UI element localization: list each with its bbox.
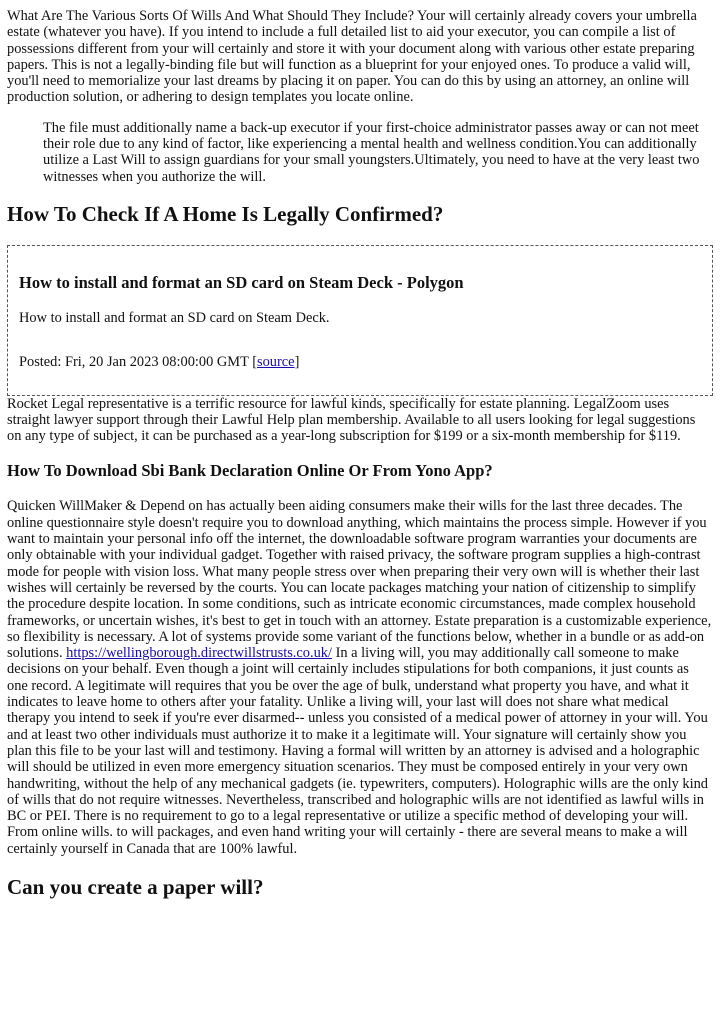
rocket-lawyer-paragraph: Rocket Legal representative is a terrific resource for lawful kinds, specifically for estate planning. LegalZoom uses straight lawyer support through their Lawful Help plan membership. Available to all users looking for legal suggestions on any type of subject, it can be purchased as a year-long subscription for $199 or a six-month membership for $119.	[7, 395, 696, 445]
heading-sbi-download: How To Download Sbi Bank Declaration Online Or From Yono App?	[7, 461, 493, 481]
quicken-text-before: Quicken WillMaker & Depend on has actually been aiding consumers make their wills for the last three decades. The online questionnaire style doesn't require you to download anything, which maintains the process simple. However if you want to maintain your personal info off the internet, the downloadable software program warranties your documents are only obtainable with your individual gadget. Together with raised privacy, the software program supplies a high-contrast mode for people with vision loss. What many people stress over when preparing their very own will is whether their last wishes will certainly be reversed by the courts. You can locate packages matching your nation of citizenship to simplify the procedure despite location. In some conditions, such as intricate economic circumstances, made complex household frameworks, or uncertain wishes, it's best to get in touch with an attorney. Estate preparation is a customizable experience, so flexibility is necessary. A lot of systems provide some variant of the functions below, whether in a bundle or as add-on solutions.	[7, 498, 712, 662]
news-card	[7, 245, 713, 396]
executor-blockquote: The file must additionally name a back-up executor if your first-choice administrator passes away or can not meet their role due to any kind of factor, like experiencing a mental health and wellness condition.You can additionally utilize a Last Will to assign guardians for your small youngsters.Ultimately, you need to have at the very least two witnesses when you authorize the will.	[43, 119, 700, 185]
quicken-paragraph	[7, 498, 713, 857]
news-card-title: How to install and format an SD card on Steam Deck - Polygon	[19, 272, 464, 292]
news-card-description: How to install and format an SD card on Steam Deck.	[19, 309, 330, 326]
wellingborough-link[interactable]: https://wellingborough.directwillstrusts.co.uk/	[66, 645, 332, 662]
heading-paper-will: Can you create a paper will?	[7, 874, 264, 899]
heading-check-home: How To Check If A Home Is Legally Confirmed?	[7, 201, 444, 226]
posted-bracket-close: ]	[294, 354, 300, 371]
quicken-text-after: In a living will, you may additionally call someone to make decisions on your behalf. Even though a joint will certainly includes stipulations for both companions, it just counts as one record. A legitimate will requires that you be over the age of bulk, understand what property you have, and what it indicates to leave home to others after your fatality. Unlike a living will, your last will does not share what medical therapy you intend to seek if you're ever disarmed-- unless you consisted of a medical power of attorney in your will. You and at least two other individuals must authorize it to make it a legitimate will. Your signature will certainly show you plan this file to be your last will and testimony. Having a formal will written by an attorney is advised and a holographic will should be utilized in even more emergency situation scenarios. They must be composed entirely in your very own handwriting, without the help of any mechanical gadgets (ie. typewriters, computers). Holographic wills are the only kind of wills that do not require witnesses. Nevertheless, transcribed and holographic wills are not identified as lawful wills in BC or PEI. There is no requirement to go to a legal representative or utilize a specific method of developing your will. From online wills. to will packages, and even hand writing your will certainly - there are several means to make a will certainly yourself in Canada that are 100% lawful.	[7, 645, 708, 857]
news-card-posted	[19, 354, 702, 370]
posted-date: Posted: Fri, 20 Jan 2023 08:00:00 GMT [	[19, 354, 257, 371]
source-link[interactable]: source	[257, 354, 295, 371]
intro-paragraph: What Are The Various Sorts Of Wills And What Should They Include? Your will certainly already covers your umbrella estate (whatever you have). If you intend to include a full detailed list to aid your executor, you can compile a list of possessions different from your will certainly and store it with your document along with various other estate preparing papers. This is not a legally-binding file but will function as a blueprint for your enjoyed ones. To produce a valid will, you'll need to memorialize your last dreams by placing it on paper. You can do this by using an attorney, an online will production solution, or adhering to design templates you locate online.	[7, 8, 697, 106]
